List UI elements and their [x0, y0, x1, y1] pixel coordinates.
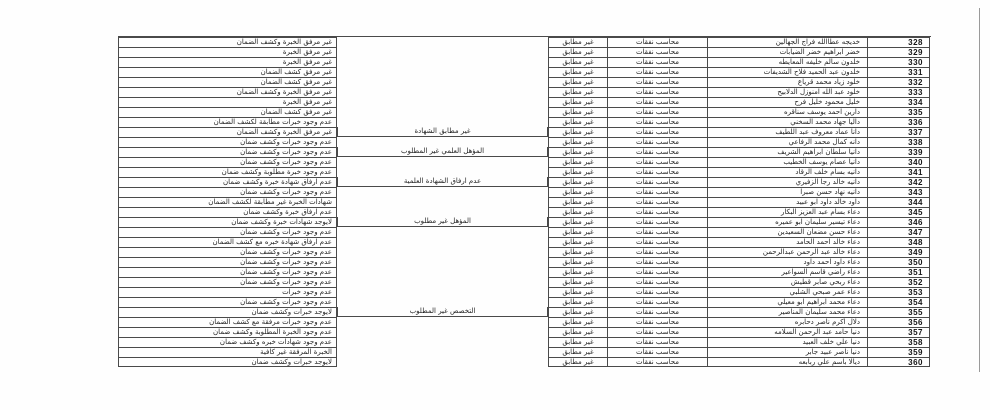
job-title-cell: محاسب نفقات: [607, 97, 707, 107]
job-title-cell: محاسب نفقات: [607, 167, 707, 177]
rejection-reason-cell: عدم وجود خبرات وكشف ضمان: [118, 257, 337, 267]
table-row: [118, 97, 931, 107]
status-cell: غير مطابق: [548, 257, 607, 267]
qualification-note-cell: [337, 267, 548, 277]
row-number-cell: 335: [867, 107, 930, 117]
rejection-reason-cell: لايوجد خبرات وكشف ضمان: [118, 357, 337, 367]
row-number-cell: 351: [867, 267, 930, 277]
qualification-note-cell: [337, 277, 548, 287]
rejection-reason-cell: عدم وجود خبرات وكشف ضمان: [118, 277, 337, 287]
job-title-cell: محاسب نفقات: [607, 137, 707, 147]
job-title-cell: محاسب نفقات: [607, 237, 707, 247]
job-title-cell: محاسب نفقات: [607, 257, 707, 267]
applicant-name-cell: دعاء خالد احمد الحامد: [707, 237, 867, 247]
rejection-reason-cell: لايوجد خبرات وكشف ضمان: [118, 307, 337, 317]
status-cell: غير مطابق: [548, 187, 607, 197]
status-cell: غير مطابق: [548, 77, 607, 87]
table-row: [118, 317, 931, 327]
job-title-cell: محاسب نفقات: [607, 117, 707, 127]
status-cell: غير مطابق: [548, 147, 607, 157]
job-title-cell: محاسب نفقات: [607, 37, 707, 47]
rejection-reason-cell: عدم ارفاق شهادة خبره مع كشف الضمان: [118, 237, 337, 247]
applicant-name-cell: دعاء بسام عبد العزيز البكار: [707, 207, 867, 217]
row-number-cell: 332: [867, 77, 930, 87]
rejection-reason-cell: عدم وجود خبرات وكشف ضمان: [118, 157, 337, 167]
status-cell: غير مطابق: [548, 117, 607, 127]
table-row: [118, 157, 931, 167]
table-row: [118, 47, 931, 57]
status-cell: غير مطابق: [548, 207, 607, 217]
rejection-reason-cell: عدم وجود خبرات: [118, 287, 337, 297]
rejection-reason-cell: عدم وجود الخبرة المطلوبة وكشف ضمان: [118, 327, 337, 337]
applicant-name-cell: دعاء محمد ابراهيم ابو معيلي: [707, 297, 867, 307]
applicant-name-cell: دعاء حسن مضعان السعيدين: [707, 227, 867, 237]
row-number-cell: 348: [867, 237, 930, 247]
row-number-cell: 342: [867, 177, 930, 187]
applicant-name-cell: خضر ابراهيم خضر الضيابات: [707, 47, 867, 57]
row-number-cell: 344: [867, 197, 930, 207]
status-cell: غير مطابق: [548, 97, 607, 107]
status-cell: غير مطابق: [548, 347, 607, 357]
rejection-reason-cell: عدم وجود خبرات وكشف ضمان: [118, 147, 337, 157]
status-cell: غير مطابق: [548, 247, 607, 257]
table-row: [118, 357, 931, 367]
row-number-cell: 333: [867, 87, 930, 97]
applicant-name-cell: دعاء راضي قاسم السواعير: [707, 267, 867, 277]
job-title-cell: محاسب نفقات: [607, 297, 707, 307]
qualification-note-cell: [337, 137, 548, 147]
row-number-cell: 340: [867, 157, 930, 167]
table-row: [118, 67, 931, 77]
rejection-reason-cell: غير مرفق كشف الضمان: [118, 67, 337, 77]
job-title-cell: محاسب نفقات: [607, 57, 707, 67]
applicant-name-cell: داليا جهاد محمد السخني: [707, 117, 867, 127]
status-cell: غير مطابق: [548, 297, 607, 307]
qualification-note-cell: [337, 317, 548, 327]
job-title-cell: محاسب نفقات: [607, 147, 707, 157]
status-cell: غير مطابق: [548, 337, 607, 347]
rejection-reason-cell: غير مرفق الخبرة: [118, 57, 337, 67]
table-row: [118, 307, 931, 317]
applicant-name-cell: دانا عماد معروف عبد اللطيف: [707, 127, 867, 137]
qualification-note-cell: [337, 287, 548, 297]
rejection-reason-cell: غير مرفق كشف الضمان: [118, 107, 337, 117]
status-cell: غير مطابق: [548, 37, 607, 47]
rejection-reason-cell: غير مرفق الخبرة وكشف الضمان: [118, 127, 337, 137]
job-title-cell: محاسب نفقات: [607, 357, 707, 367]
job-title-cell: محاسب نفقات: [607, 207, 707, 217]
row-number-cell: 343: [867, 187, 930, 197]
applicant-name-cell: دانيا سلطان ابراهيم الشريف: [707, 147, 867, 157]
applicant-name-cell: خلدون سالم خليفه المعايطه: [707, 57, 867, 67]
table-row: [118, 137, 931, 147]
status-cell: غير مطابق: [548, 57, 607, 67]
table-row: [118, 277, 931, 287]
rejection-reason-cell: عدم وجود خبرات مطابقة لكشف الضمان: [118, 117, 337, 127]
qualification-note-cell: [337, 87, 548, 97]
row-number-cell: 356: [867, 317, 930, 327]
table-row: [118, 197, 931, 207]
table-row: [118, 327, 931, 337]
table-row: [118, 177, 931, 187]
applicant-name-cell: خلود زياد محمد قرياع: [707, 77, 867, 87]
qualification-note-cell: [337, 37, 548, 47]
table-row: [118, 267, 931, 277]
qualification-note-cell: المؤهل غير مطلوب: [337, 217, 548, 227]
qualification-note-cell: [337, 197, 548, 207]
applicant-name-cell: داود خالد داود ابو عبيد: [707, 197, 867, 207]
rejection-reason-cell: عدم وجود خبرات وكشف ضمان: [118, 267, 337, 277]
row-number-cell: 328: [867, 37, 930, 47]
table-row: [118, 297, 931, 307]
qualification-note-cell: [337, 77, 548, 87]
page-margin-line: [979, 8, 980, 372]
job-title-cell: محاسب نفقات: [607, 337, 707, 347]
applicant-name-cell: دنيا حامد عبد الرحمن السلامه: [707, 327, 867, 337]
applicant-name-cell: دعاء عمر صبحي الشلبي: [707, 287, 867, 297]
applicant-name-cell: دانيا عصام يوسف الخطيب: [707, 157, 867, 167]
qualification-note-cell: [337, 207, 548, 217]
qualification-note-cell: [337, 107, 548, 117]
table-row: [118, 127, 931, 137]
row-number-cell: 355: [867, 307, 930, 317]
status-cell: غير مطابق: [548, 267, 607, 277]
rejection-reason-cell: غير مرفق الخبرة وكشف الضمان: [118, 87, 337, 97]
job-title-cell: محاسب نفقات: [607, 177, 707, 187]
row-number-cell: 350: [867, 257, 930, 267]
status-cell: غير مطابق: [548, 127, 607, 137]
row-number-cell: 338: [867, 137, 930, 147]
job-title-cell: محاسب نفقات: [607, 107, 707, 117]
applicant-name-cell: دانيه بسام خلف الرقاد: [707, 167, 867, 177]
applicant-name-cell: دنيا ناصر عبيد جابر: [707, 347, 867, 357]
job-title-cell: محاسب نفقات: [607, 157, 707, 167]
status-cell: غير مطابق: [548, 47, 607, 57]
rejection-reason-cell: لايوجد شهادات خبرة وكشف ضمان: [118, 217, 337, 227]
row-number-cell: 334: [867, 97, 930, 107]
table-row: [118, 107, 931, 117]
rejection-reason-cell: غير مرفق الخبرة: [118, 97, 337, 107]
row-number-cell: 357: [867, 327, 930, 337]
rejection-reason-cell: غير مرفق كشف الضمان: [118, 77, 337, 87]
status-cell: غير مطابق: [548, 167, 607, 177]
status-cell: غير مطابق: [548, 287, 607, 297]
rejection-reason-cell: عدم وجود خبرات وكشف ضمان: [118, 297, 337, 307]
status-cell: غير مطابق: [548, 67, 607, 77]
row-number-cell: 341: [867, 167, 930, 177]
table-row: [118, 87, 931, 97]
row-number-cell: 346: [867, 217, 930, 227]
rejection-reason-cell: عدم وجود خبرة مطلوبة وكشف ضمان: [118, 167, 337, 177]
table-row: [118, 287, 931, 297]
table-row: [118, 147, 931, 157]
applicant-name-cell: دنيا علي خلف العبيد: [707, 337, 867, 347]
job-title-cell: محاسب نفقات: [607, 317, 707, 327]
qualification-note-cell: [337, 327, 548, 337]
job-title-cell: محاسب نفقات: [607, 247, 707, 257]
row-number-cell: 347: [867, 227, 930, 237]
qualification-note-cell: [337, 237, 548, 247]
applicant-name-cell: دعاء محمد سليمان المناصير: [707, 307, 867, 317]
qualification-note-cell: [337, 97, 548, 107]
status-cell: غير مطابق: [548, 237, 607, 247]
qualification-note-cell: [337, 337, 548, 347]
table-row: [118, 257, 931, 267]
table-row: [118, 217, 931, 227]
status-cell: غير مطابق: [548, 217, 607, 227]
rejection-reason-cell: الخبرة المرفقة غير كافية: [118, 347, 337, 357]
status-cell: غير مطابق: [548, 227, 607, 237]
job-title-cell: محاسب نفقات: [607, 127, 707, 137]
job-title-cell: محاسب نفقات: [607, 77, 707, 87]
row-number-cell: 339: [867, 147, 930, 157]
status-cell: غير مطابق: [548, 327, 607, 337]
applicant-name-cell: دعاء تيسير سليمان ابو عميره: [707, 217, 867, 227]
qualification-note-cell: عدم ارفاق الشهادة العلمية: [337, 177, 548, 187]
applicant-name-cell: دانيه نهاد حسن صبرا: [707, 187, 867, 197]
rejection-reason-cell: غير مرفق الخبرة وكشف الضمان: [118, 37, 337, 47]
qualification-note-cell: [337, 187, 548, 197]
qualification-note-cell: [337, 67, 548, 77]
table-row: [118, 37, 931, 47]
rejection-reason-cell: عدم وجود خبرات وكشف ضمان: [118, 227, 337, 237]
qualification-note-cell: [337, 257, 548, 267]
qualification-note-cell: [337, 297, 548, 307]
qualification-note-cell: [337, 227, 548, 237]
table-row: [118, 347, 931, 357]
applicant-name-cell: خليل محمود خليل فرح: [707, 97, 867, 107]
table-row: [118, 337, 931, 347]
status-cell: غير مطابق: [548, 157, 607, 167]
applicant-name-cell: خلود عبد الله امنوزل الدلابيح: [707, 87, 867, 97]
status-cell: غير مطابق: [548, 307, 607, 317]
rejection-reason-cell: عدم وجود شهادات خبره وكشف ضمان: [118, 337, 337, 347]
job-title-cell: محاسب نفقات: [607, 267, 707, 277]
qualification-note-cell: غير مطابق الشهادة: [337, 127, 548, 137]
table-row: [118, 227, 931, 237]
job-title-cell: محاسب نفقات: [607, 197, 707, 207]
table-row: [118, 207, 931, 217]
qualification-note-cell: المؤهل العلمي غير المطلوب: [337, 147, 548, 157]
applicant-name-cell: دلال اكرم ناصر دحابره: [707, 317, 867, 327]
row-number-cell: 353: [867, 287, 930, 297]
applicant-name-cell: ديالا باسم علي ربابعه: [707, 357, 867, 367]
row-number-cell: 359: [867, 347, 930, 357]
status-cell: غير مطابق: [548, 317, 607, 327]
applicant-name-cell: دانيه خالد رجا الزفيري: [707, 177, 867, 187]
job-title-cell: محاسب نفقات: [607, 217, 707, 227]
applicants-table: [118, 37, 931, 367]
row-number-cell: 354: [867, 297, 930, 307]
table-row: [118, 187, 931, 197]
row-number-cell: 336: [867, 117, 930, 127]
applicant-name-cell: دارين احمد يوسف سناقره: [707, 107, 867, 117]
job-title-cell: محاسب نفقات: [607, 287, 707, 297]
table-row: [118, 77, 931, 87]
status-cell: غير مطابق: [548, 357, 607, 367]
row-number-cell: 349: [867, 247, 930, 257]
status-cell: غير مطابق: [548, 87, 607, 97]
qualification-note-cell: [337, 157, 548, 167]
job-title-cell: محاسب نفقات: [607, 47, 707, 57]
applicant-name-cell: خديجه عطاالله فراج الجهالين: [707, 37, 867, 47]
rejection-reason-cell: عدم وجود خبرات مرفقة مع كشف الضمان: [118, 317, 337, 327]
row-number-cell: 360: [867, 357, 930, 367]
job-title-cell: محاسب نفقات: [607, 87, 707, 97]
job-title-cell: محاسب نفقات: [607, 307, 707, 317]
job-title-cell: محاسب نفقات: [607, 67, 707, 77]
qualification-note-cell: [337, 357, 548, 367]
status-cell: غير مطابق: [548, 197, 607, 207]
applicant-name-cell: دانه كمال محمد الرفاعي: [707, 137, 867, 147]
status-cell: غير مطابق: [548, 277, 607, 287]
job-title-cell: محاسب نفقات: [607, 227, 707, 237]
job-title-cell: محاسب نفقات: [607, 277, 707, 287]
table-row: [118, 247, 931, 257]
table-row: [118, 57, 931, 67]
job-title-cell: محاسب نفقات: [607, 187, 707, 197]
qualification-note-cell: [337, 347, 548, 357]
row-number-cell: 330: [867, 57, 930, 67]
qualification-note-cell: [337, 47, 548, 57]
qualification-note-cell: [337, 247, 548, 257]
row-number-cell: 352: [867, 277, 930, 287]
table-row: [118, 237, 931, 247]
row-number-cell: 329: [867, 47, 930, 57]
rejection-reason-cell: عدم ارفاق خبرة وكشف ضمان: [118, 207, 337, 217]
qualification-note-cell: [337, 117, 548, 127]
rejection-reason-cell: غير مرفق الخبرة: [118, 47, 337, 57]
table-row: [118, 117, 931, 127]
rejection-reason-cell: عدم ارفاق شهادة خبرة وكشف ضمان: [118, 177, 337, 187]
applicant-name-cell: خلدون عبد الحميد فلاح الشديفات: [707, 67, 867, 77]
row-number-cell: 358: [867, 337, 930, 347]
table-row: [118, 167, 931, 177]
rejection-reason-cell: عدم وجود خبرات وكشف ضمان: [118, 137, 337, 147]
status-cell: غير مطابق: [548, 177, 607, 187]
status-cell: غير مطابق: [548, 107, 607, 117]
rejection-reason-cell: عدم وجود خبرات وكشف ضمان: [118, 187, 337, 197]
job-title-cell: محاسب نفقات: [607, 327, 707, 337]
job-title-cell: محاسب نفقات: [607, 347, 707, 357]
rejection-reason-cell: عدم وجود خبرات وكشف ضمان: [118, 247, 337, 257]
rejection-reason-cell: شهادات الخبرة غير مطابقة لكشف الضمان: [118, 197, 337, 207]
row-number-cell: 331: [867, 67, 930, 77]
qualification-note-cell: التخصص غير المطلوب: [337, 307, 548, 317]
applicant-name-cell: دعاء خالد عبد الرحمن عبدالرحمن: [707, 247, 867, 257]
applicant-name-cell: دعاء داود احمد داود: [707, 257, 867, 267]
row-number-cell: 337: [867, 127, 930, 137]
qualification-note-cell: [337, 167, 548, 177]
row-number-cell: 345: [867, 207, 930, 217]
status-cell: غير مطابق: [548, 137, 607, 147]
qualification-note-cell: [337, 57, 548, 67]
applicant-name-cell: دعاء ربحي صابر قطيش: [707, 277, 867, 287]
